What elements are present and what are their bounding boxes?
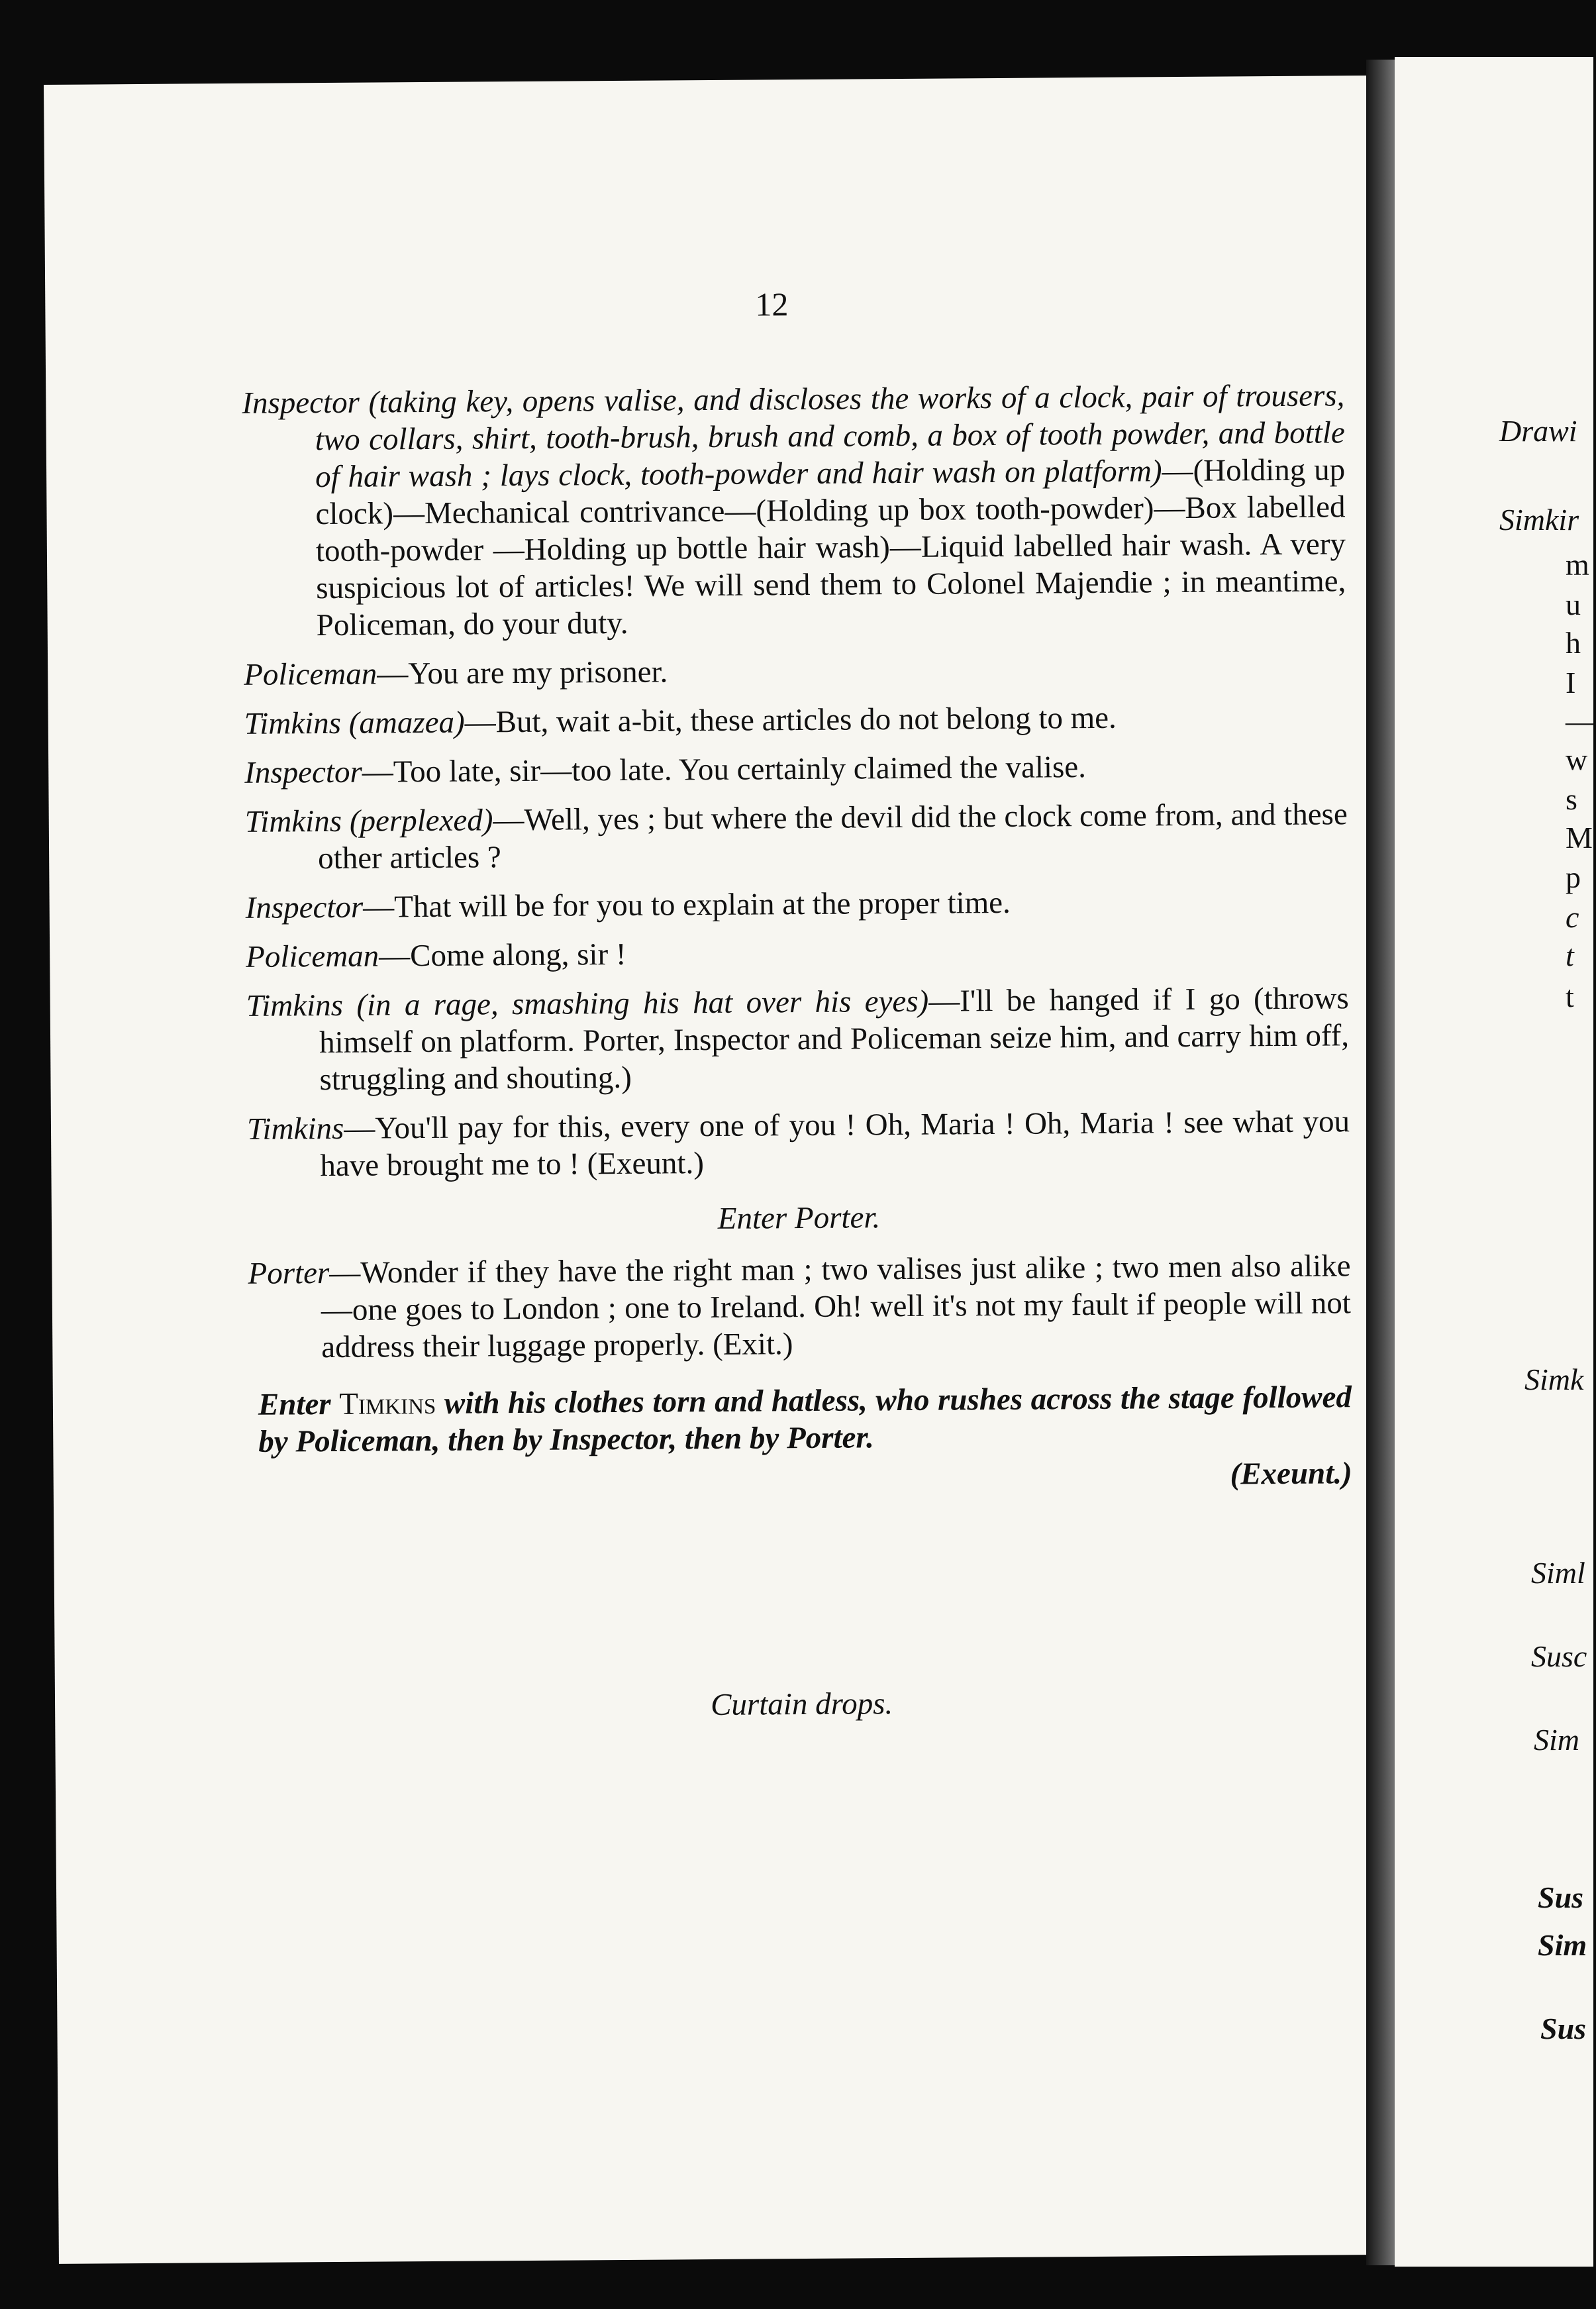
speaker: Timkins [246, 988, 344, 1023]
fragment-sim: Sim [1538, 1928, 1587, 1962]
speaker: Policeman [244, 656, 377, 692]
fragment-sus: Sus [1540, 2012, 1587, 2045]
page-number: 12 [755, 285, 789, 323]
dialogue-text: —Wonder if they have the right man ; two valises just alike ; two men also alike—one goes to London ; one to Ireland. Oh! well it's not my fault if people will not address their luggage properly. (Exit.) [321, 1249, 1352, 1365]
dialogue-line [247, 1103, 1350, 1185]
dialogue-line [245, 795, 1348, 878]
speaker: Timkins [246, 1111, 344, 1147]
speaker: Inspector [244, 754, 362, 790]
fragment-susc: Susc [1531, 1639, 1587, 1673]
speaker: Porter [248, 1256, 330, 1291]
dialogue-text: —Too late, sir—too late. You certainly claimed the valise. [362, 750, 1087, 790]
right-page [1395, 57, 1596, 2267]
speaker: Timkins [244, 803, 342, 839]
curtain-drops: Curtain drops. [710, 1686, 893, 1723]
dialogue-text: —Well, yes ; but where the devil did the clock come from, and these other articles ? [317, 797, 1348, 876]
dialogue-line [244, 697, 1347, 743]
fragment-sim: Sim [1534, 1723, 1579, 1757]
fragment-letter: — [1566, 704, 1596, 738]
fragment-letter: u [1566, 588, 1581, 621]
fragment-letter: I [1566, 666, 1576, 699]
dialogue-text: —You'll pay for this, every one of you ! Oh, Maria ! Oh, Maria ! see what you have brought me to ! (Exeunt.) [320, 1104, 1350, 1184]
fragment-letter: s [1566, 782, 1577, 816]
stage-rest: with his clothes torn and hatless, who rushes across the stage followed by Policeman, then by Inspector, then by Porter. [258, 1380, 1352, 1459]
fragment-letter: p [1566, 860, 1581, 894]
stage-direction: (amazea) [340, 705, 465, 741]
dialogue-text: —That will be for you to explain at the proper time. [363, 885, 1011, 925]
dialogue-line [244, 648, 1346, 693]
fragment-drawi: Drawi [1499, 414, 1577, 448]
play-text [242, 377, 1352, 1499]
speaker: Inspector [242, 385, 360, 421]
fragment-simk: Simk [1524, 1362, 1584, 1396]
fragment-siml: Siml [1531, 1556, 1585, 1590]
speaker: Inspector [245, 890, 364, 925]
fragment-letter: t [1566, 980, 1574, 1013]
stage-prefix: Enter [258, 1386, 340, 1422]
dialogue-line [246, 980, 1350, 1099]
enter-porter-heading: Enter Porter. [717, 1200, 881, 1236]
dialogue-text: —But, wait a-bit, these articles do not belong to me. [464, 700, 1117, 740]
dialogue-line [245, 882, 1348, 927]
fragment-letter: M [1566, 821, 1593, 854]
dialogue-line [242, 377, 1346, 644]
dialogue-line [246, 931, 1348, 976]
book-gutter [1366, 60, 1396, 2265]
fragment-simkir: Simkir [1499, 503, 1579, 537]
dialogue-text: —I'll be hanged if I go (throws himself on platform. Porter, Inspector and Policeman seize him, and carry him off, struggling and shouting.) [319, 981, 1350, 1098]
dialogue-text: —You are my prisoner. [377, 654, 668, 692]
speaker: Timkins [244, 705, 342, 741]
speaker: Policeman [246, 939, 379, 974]
exeunt-text: (Exeunt.) [1230, 1456, 1352, 1492]
fragment-letter: w [1566, 743, 1588, 776]
dialogue-text: —Come along, sir ! [379, 937, 626, 974]
stage-direction: (perplexed) [341, 803, 493, 839]
fragment-sus: Sus [1538, 1880, 1584, 1914]
fragment-letter: c [1566, 900, 1579, 934]
fragment-letter: m [1566, 548, 1589, 582]
stage-direction: (in a rage, smashing his hat over his eyes) [342, 984, 929, 1023]
stage-direction: (taking key, opens valise, and discloses the works of a clock, pair of trousers, two collars, shirt, tooth-brush, brush and comb, a box of tooth powder, and bottle of hair wash ; lays clock, tooth-powder and hair wash on platform) [315, 378, 1345, 495]
dialogue-text: —(Holding up clock)—Mechanical contrivance—(Holding up box tooth-powder)—Box labelled tooth-powder —Holding up bottle hair wash)—Liquid labelled hair wash. A very suspicious lot of articles! We will send them to Colonel Majendie ; in meantime, Policeman, do your duty. [315, 452, 1346, 643]
stage-name: Timkins [339, 1386, 436, 1421]
left-page [44, 76, 1390, 2264]
dialogue-line [248, 1247, 1351, 1366]
closing-stage-direction [249, 1378, 1352, 1461]
fragment-letter: h [1566, 626, 1581, 660]
fragment-letter: t [1566, 939, 1574, 972]
dialogue-line [244, 746, 1347, 792]
